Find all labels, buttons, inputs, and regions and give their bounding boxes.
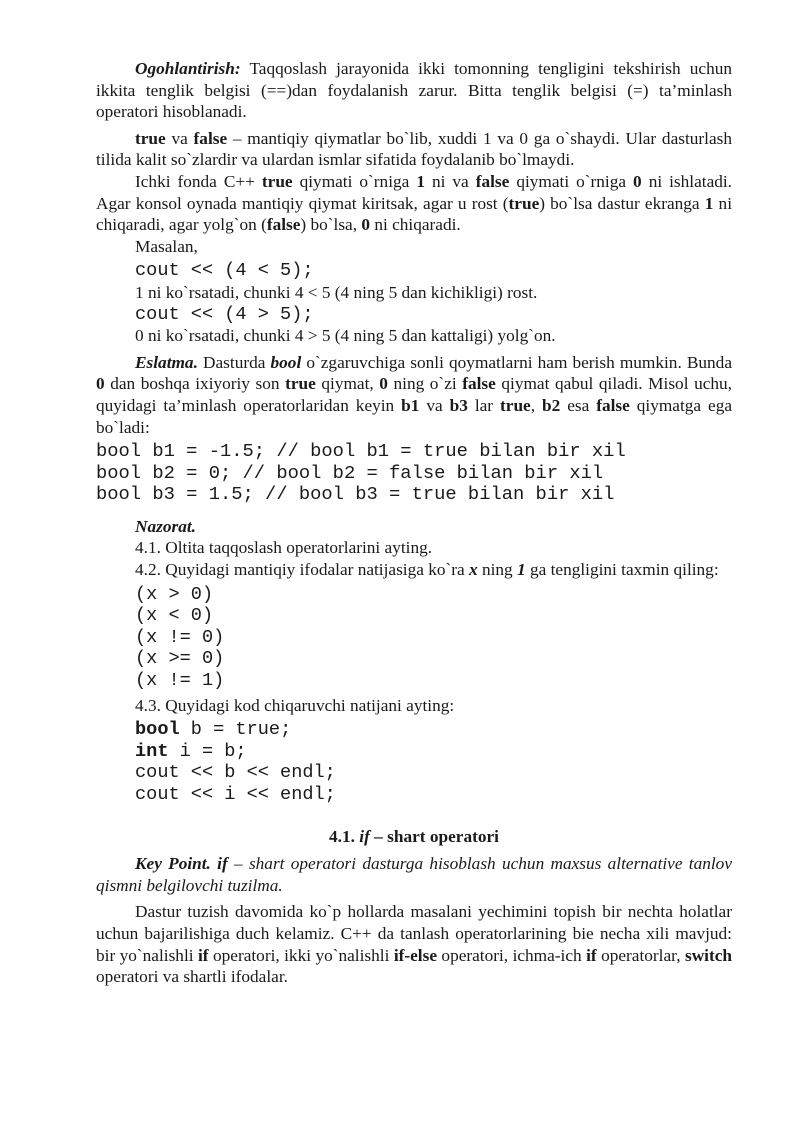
kw: 1 [416, 171, 425, 191]
text: ning o`zi [387, 374, 463, 394]
text: operatori va shartli ifodalar. [96, 967, 288, 987]
kw: if [586, 945, 597, 965]
warning-label: Ogohlantirish: [135, 59, 241, 78]
note-paragraph [96, 352, 732, 438]
code-line: (x < 0) [135, 605, 214, 627]
control-heading [96, 516, 732, 538]
text: Dastur tuzish davomida ko`p hollarda masalani yechimini topish bir nechta holatlar uchun bajarilishiga duch kelamiz. C++ da tanlash operatorlarining bie necha xili mavjud: bir yo`nalishli [96, 902, 732, 965]
text: ning [477, 560, 518, 580]
text: Ichki fonda C++ [135, 171, 262, 191]
text: qiymatga ega bo`ladi: [96, 395, 733, 437]
text: lar [467, 395, 501, 415]
text: , [530, 395, 542, 415]
text: 4.2. Quyidagi mantiqiy ifodalar natijasiga ko`ra [135, 560, 470, 580]
kw: b3 [449, 395, 468, 415]
text: ni va [424, 171, 476, 191]
kw: 0 [633, 171, 642, 191]
code-line: cout << b << endl; [135, 762, 336, 784]
code-line: bool b3 = 1.5; // bool b3 = true bilan bir xil [96, 483, 615, 506]
text: esa [560, 395, 597, 415]
code-line: bool b2 = 0; // bool b2 = false bilan bir xil [96, 461, 604, 484]
text: ni ishlatadi. Agar konsol oynada mantiqiy qiymat kiritsak, agar u rost ( [96, 171, 733, 213]
key-point-paragraph [96, 853, 732, 896]
kw: switch [684, 945, 733, 965]
text: o`zgaruvchiga sonli qoymatlarni ham berish mumkin. Bunda [301, 352, 732, 372]
kw: false [462, 374, 496, 394]
code-line: cout << (4 > 5); [135, 303, 314, 325]
internal-representation-paragraph [96, 171, 732, 236]
value-one: 1 [517, 560, 526, 580]
document-page [96, 58, 732, 988]
kw: 1 [704, 193, 714, 213]
kw: 0 [361, 215, 371, 235]
text: ) bo`lsa, [300, 215, 362, 235]
code-line: (x > 0) [135, 583, 214, 605]
kw: false [266, 215, 301, 235]
code-line: (x >= 0) [135, 648, 225, 670]
text: ni chiqaradi, agar yolg`on ( [96, 193, 732, 235]
kw: b1 [401, 395, 420, 415]
section-heading [96, 826, 732, 848]
kw: false [596, 395, 630, 415]
text: qiymat qabul qiladi. Misol uchu, quyidagi ta’minlash operatorlaridan keyin [96, 374, 732, 415]
kw-true: true [135, 128, 166, 148]
example-intro: Masalan, [135, 236, 198, 256]
question-2 [96, 559, 732, 581]
control-label: Nazorat. [135, 516, 196, 536]
text: – mantiqiy qiymatlar bo`lib, xuddi 1 va 0 ga o`shaydi. Ular dasturlash tilida kalit so`zlardir va ulardan ismlar sifatida foydalanib bo`lmaydi. [96, 128, 732, 170]
warning-paragraph [96, 58, 732, 123]
example-desc: 0 ni ko`rsatadi, chunki 4 > 5 (4 ning 5 dan kattaligi) yolg`on. [135, 326, 556, 346]
code-line [96, 719, 732, 741]
text: ga tengligini taxmin qiling: [525, 560, 719, 580]
code-line: (x != 1) [135, 670, 225, 692]
text: b = true; [179, 719, 292, 741]
section-title: – shart operatori [369, 826, 499, 846]
kw-false: false [193, 128, 228, 148]
text: va [419, 395, 450, 415]
key-point-label: Key Point. if [135, 854, 228, 874]
bool-values-paragraph [96, 128, 732, 171]
kw: false [475, 171, 510, 191]
bool-code-block [96, 441, 732, 506]
text: Dasturda [197, 352, 271, 372]
kw: if [198, 945, 209, 965]
code-line: bool b1 = -1.5; // bool b1 = true bilan bir xil [96, 440, 626, 463]
text: qiymati o`rniga [509, 171, 634, 191]
kw: true [500, 395, 531, 415]
kw: int [135, 740, 169, 762]
section-number: 4.1. [329, 826, 360, 846]
question-3: 4.3. Quyidagi kod chiqaruvchi natijani ayting: [135, 695, 455, 715]
kw: bool [135, 719, 180, 741]
text: qiymat, [315, 374, 380, 394]
expressions-block [96, 584, 732, 692]
text: i = b; [168, 740, 247, 762]
example-desc: 1 ni ko`rsatadi, chunki 4 < 5 (4 ning 5 dan kichikligi) rost. [135, 282, 538, 302]
code-line: cout << (4 < 5); [135, 260, 314, 282]
section-keyword: if [359, 826, 370, 846]
var-x: x [469, 560, 478, 580]
note-label: Eslatma. [135, 352, 198, 372]
question-1: 4.1. Oltita taqqoslash operatorlarini ayting. [135, 538, 433, 558]
text: ni chiqaradi. [370, 215, 461, 235]
text: ) bo`lsa dastur ekranga [539, 193, 705, 213]
text: operatori, ikki yo`nalishli [208, 945, 394, 965]
kw: true [261, 171, 293, 191]
kw: b2 [542, 395, 561, 415]
kw: 0 [96, 374, 105, 394]
quiz-code-block [96, 719, 732, 805]
text: operatori, ichma-ich [437, 945, 587, 965]
code-line: (x != 0) [135, 626, 225, 648]
kw: 0 [379, 374, 388, 394]
kw: true [285, 374, 316, 394]
text: qiymati o`rniga [292, 171, 417, 191]
kw: true [508, 193, 540, 213]
text: va [165, 128, 194, 148]
text: operatorlar, [596, 945, 685, 965]
code-line: cout << i << endl; [135, 784, 336, 805]
kw: bool [270, 352, 302, 372]
selection-operators-paragraph [96, 901, 732, 987]
text: dan boshqa ixiyoriy son [104, 374, 286, 394]
kw: if-else [393, 945, 437, 965]
key-point-text: – shart operatori dasturga hisoblash uchun maxsus alternative tanlov qismni belgilovchi tuzilma. [96, 854, 732, 895]
code-line [96, 741, 732, 763]
warning-text: Taqqoslash jarayonida ikki tomonning tengligini tekshirish uchun ikkita tenglik belgisi (==)dan foydalanish zarur. Bitta tenglik belgisi (=) ta’minlash operatori hisoblanadi. [96, 59, 732, 122]
